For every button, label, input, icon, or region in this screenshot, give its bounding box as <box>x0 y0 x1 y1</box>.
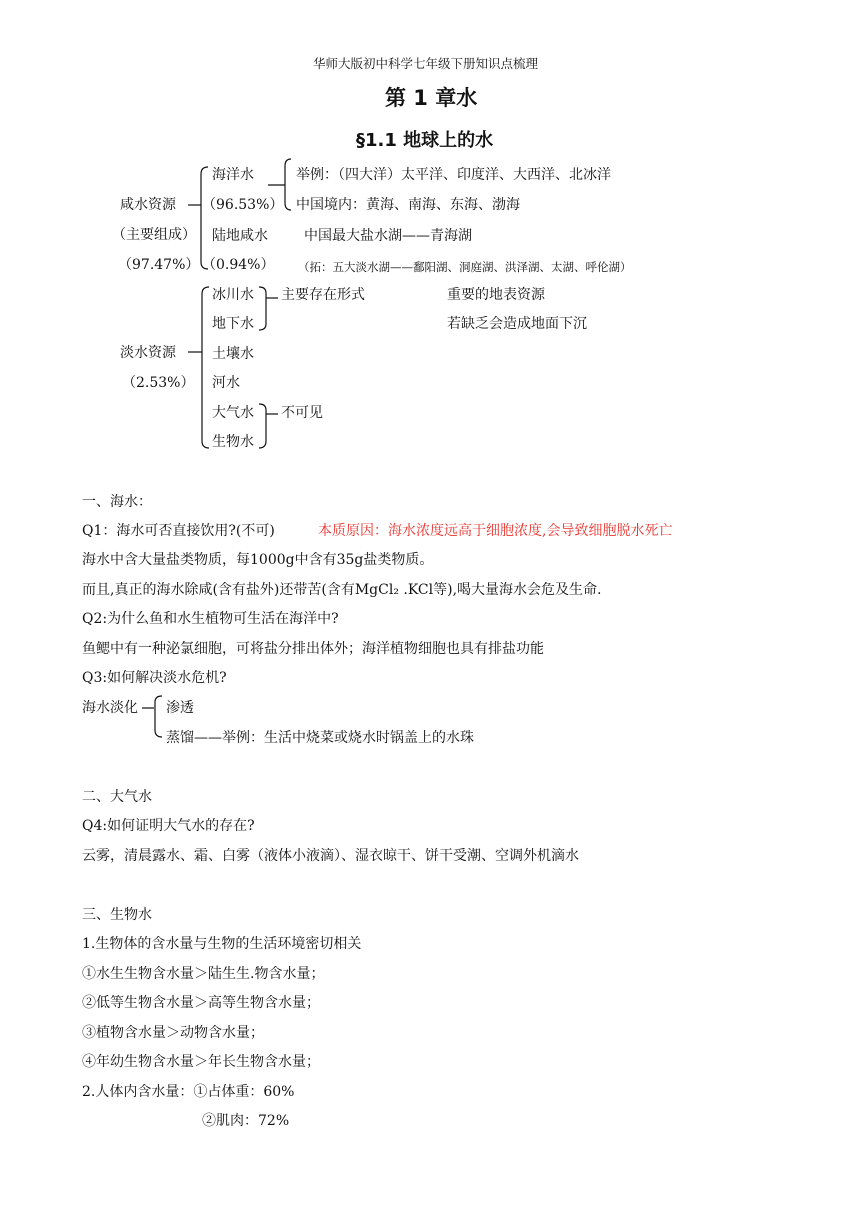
freshwater-percent: （2.53%） <box>122 375 195 391</box>
distillation-item: 蒸馏——举例：生活中烧菜或烧水时锅盖上的水珠 <box>166 730 474 746</box>
ocean-water-label: 海洋水 <box>212 167 254 183</box>
answer-2: 鱼鳃中有一种泌氯细胞，可将盐分排出体外；海洋植物细胞也具有排盐功能 <box>82 641 544 657</box>
saltwater-bracket <box>201 167 208 269</box>
sea-heading: 一、海水： <box>82 494 152 510</box>
ocean-water-percent: （96.53%） <box>202 197 284 213</box>
land-saltwater-note: 中国最大盐水湖——青海湖 <box>304 228 472 244</box>
biowater-point-1: 1.生物体的含水量与生物的生活环境密切相关 <box>82 936 362 952</box>
main-form-note: 主要存在形式 <box>281 287 365 303</box>
question-4: Q4:如何证明大气水的存在? <box>82 818 255 834</box>
glacier-water: 冰川水 <box>212 287 254 303</box>
osmosis-item: 渗透 <box>166 700 194 716</box>
ocean-example: 举例：（四大洋）太平洋、印度洋、大西洋、北冰洋 <box>296 167 611 183</box>
freshwater-label: 淡水资源 <box>120 345 176 361</box>
saltwater-percent: （97.47%） <box>118 257 200 273</box>
atmosphere-heading: 二、大气水 <box>82 789 152 805</box>
biological-water: 生物水 <box>212 434 254 450</box>
biowater-heading: 三、生物水 <box>82 907 152 923</box>
invisible-note: 不可见 <box>281 405 323 421</box>
saltwater-sub-label: （主要组成） <box>112 227 196 243</box>
glacier-ground-bracket <box>259 287 266 330</box>
biowater-item-1: ①水生生物含水量＞陆生生.物含水量； <box>82 966 325 982</box>
biowater-muscle: ②肌肉：72% <box>202 1113 290 1129</box>
subsidence-note: 若缺乏会造成地面下沉 <box>447 316 587 332</box>
sea-bitter-line: 而且,真正的海水除咸(含有盐外)还带苦(含有MgCl₂ .KCl等),喝大量海水会危及生命. <box>82 582 602 598</box>
surface-resource-note: 重要的地表资源 <box>447 287 545 303</box>
saltwater-label: 咸水资源 <box>120 197 176 213</box>
freshwater-bracket <box>202 287 209 448</box>
sea-salt-line: 海水中含大量盐类物质，每1000g中含有35g盐类物质。 <box>82 552 434 568</box>
biowater-item-2: ②低等生物含水量＞高等生物含水量； <box>82 995 320 1011</box>
question-1: Q1：海水可否直接饮用?(不可) <box>82 523 275 539</box>
ocean-china: 中国境内：黄海、南海、东海、渤海 <box>296 197 520 213</box>
biowater-point-2: 2.人体内含水量：①占体重：60% <box>82 1084 295 1100</box>
biowater-item-3: ③植物含水量＞动物含水量； <box>82 1025 264 1041</box>
five-lakes-note: （拓：五大淡水湖——鄱阳湖、洞庭湖、洪泽湖、太湖、呼伦湖） <box>298 260 632 274</box>
page-header: 华师大版初中科学七年级下册知识点梳理 <box>313 56 539 71</box>
atmospheric-water: 大气水 <box>212 405 254 421</box>
question-2: Q2:为什么鱼和水生植物可生活在海洋中? <box>82 611 339 627</box>
question-1-reason: 本质原因：海水浓度远高于细胞浓度,会导致细胞脱水死亡 <box>318 523 673 539</box>
desalination-label: 海水淡化 <box>82 700 138 716</box>
land-saltwater-label: 陆地咸水 <box>212 228 268 244</box>
river-water: 河水 <box>212 375 240 391</box>
question-3: Q3:如何解决淡水危机? <box>82 670 227 686</box>
answer-4: 云雾，清晨露水、霜、白雾（液体小液滴）、湿衣晾干、饼干受潮、空调外机滴水 <box>82 848 579 864</box>
atmos-bio-bracket <box>259 404 266 448</box>
ground-water: 地下水 <box>212 316 254 332</box>
section-title: §1.1 地球上的水 <box>356 130 494 151</box>
soil-water: 土壤水 <box>212 346 254 362</box>
biowater-item-4: ④年幼生物含水量＞年长生物含水量； <box>82 1054 320 1070</box>
chapter-title: 第 1 章水 <box>385 86 478 110</box>
land-saltwater-percent: （0.94%） <box>202 257 275 273</box>
ocean-bracket <box>285 159 291 210</box>
